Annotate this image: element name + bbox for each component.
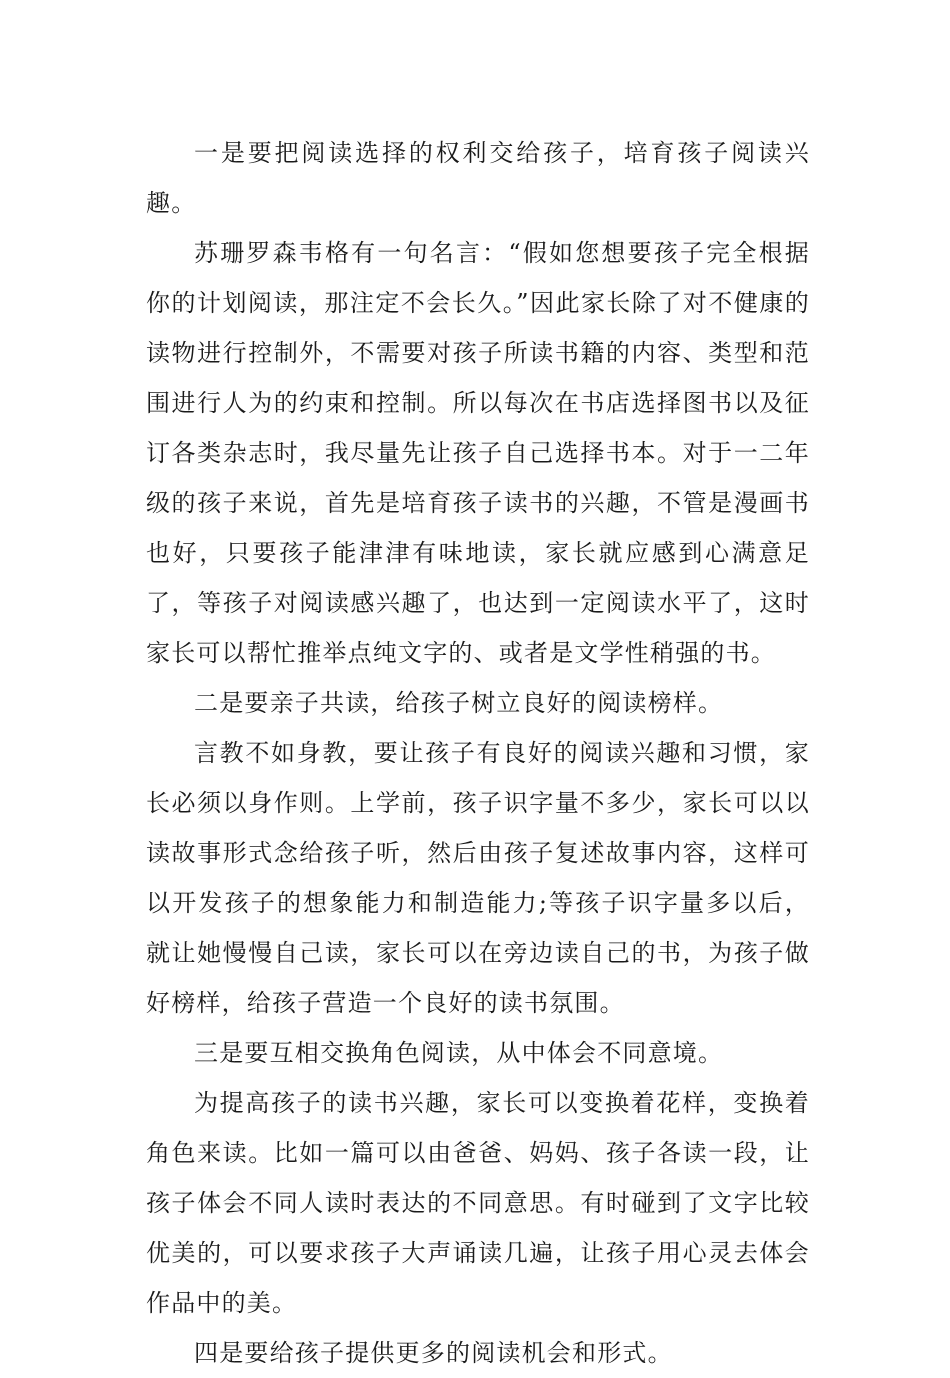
heading-point-four: 四是要给孩子提供更多的阅读机会和形式。 <box>194 1339 673 1367</box>
body-paragraph: 苏珊罗森韦格有一句名言：“假如您想要孩子完全根据你的计划阅读，那注定不会长久。”因此家长除了对不健康的读物进行控制外，不需要对孩子所读书籍的内容、类型和范围进行人为的约束和控制。所以每次在书店选择图书以及征订各类杂志时，我尽量先让孩子自己选择书本。对于一二年级的孩子来说，首先是培育孩子读书的兴趣，不管是漫画书也好，只要孩子能津津有味地读，家长就应感到心满意足了，等孩子对阅读感兴趣了，也达到一定阅读水平了，这时家长可以帮忙推举点纯文字的、或者是文学性稍强的书。 <box>146 239 810 667</box>
document-body <box>146 128 810 1378</box>
heading-point-one: 一是要把阅读选择的权利交给孩子，培育孩子阅读兴趣。 <box>146 139 810 217</box>
body-paragraph: 言教不如身教，要让孩子有良好的阅读兴趣和习惯，家长必须以身作则。上学前，孩子识字量不多少，家长可以以读故事形式念给孩子听，然后由孩子复述故事内容，这样可以开发孩子的想象能力和制造能力;等孩子识字量多以后，就让她慢慢自己读，家长可以在旁边读自己的书，为孩子做好榜样，给孩子营造一个良好的读书氛围。 <box>146 739 810 1017</box>
heading-point-three: 三是要互相交换角色阅读，从中体会不同意境。 <box>194 1039 724 1067</box>
heading-point-two: 二是要亲子共读，给孩子树立良好的阅读榜样。 <box>194 689 724 717</box>
body-paragraph: 为提高孩子的读书兴趣，家长可以变换着花样，变换着角色来读。比如一篇可以由爸爸、妈妈、孩子各读一段，让孩子体会不同人读时表达的不同意思。有时碰到了文字比较优美的，可以要求孩子大声诵读几遍，让孩子用心灵去体会作品中的美。 <box>146 1089 810 1317</box>
